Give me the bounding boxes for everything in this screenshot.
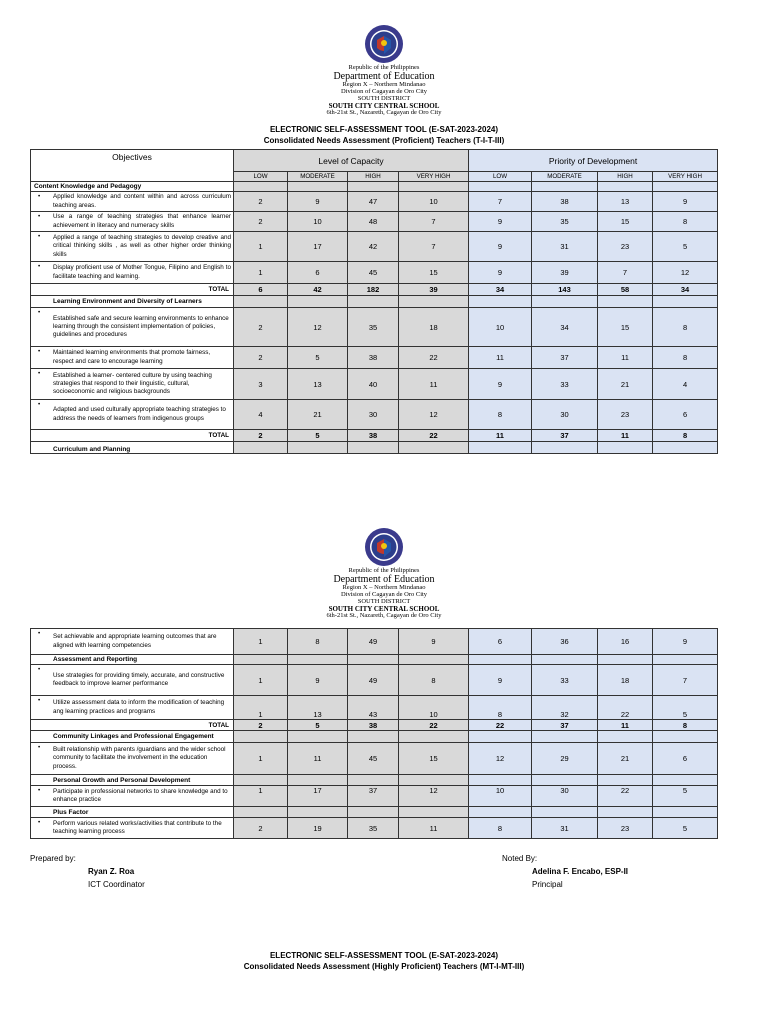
department-text: Department of Education: [333, 70, 435, 82]
prepared-name: Ryan Z. Roa: [88, 866, 135, 876]
cell: 21: [598, 743, 653, 775]
objective-text: • Built relationship with parents /guardians and the wider school community to facilitate the involvement in the education process.: [31, 743, 234, 775]
division-text: Division of Cagayan de Oro City: [340, 591, 428, 599]
cell: 9: [469, 369, 532, 400]
title-line: ELECTRONIC SELF-ASSESSMENT TOOL (E-SAT-2023-2024): [269, 125, 499, 134]
objective-text: • Established safe and secure learning environments to enhance learning through the consistent implementation of policies, guidelines and procedures: [31, 308, 234, 347]
cell: 5: [653, 696, 718, 720]
objective-text: • Utilize assessment data to inform the modification of teaching ang learning practices and programs: [31, 696, 234, 720]
objectives-header: Objectives: [31, 150, 234, 182]
cell: 13: [288, 696, 348, 720]
priority-high: HIGH: [598, 172, 653, 182]
cell: 6: [653, 400, 718, 430]
school-address: 6th-21st St., Nazareth, Cagayan de Oro City: [326, 109, 442, 117]
section-heading: Assessment and Reporting: [31, 655, 234, 665]
noted-role: Principal: [532, 879, 563, 889]
cell: 12: [653, 262, 718, 284]
section-heading: Curriculum and Planning: [31, 442, 234, 454]
cell: 8: [469, 818, 532, 839]
letterhead: [0, 527, 768, 620]
total-cell: 182: [348, 284, 399, 296]
total-row: [31, 430, 718, 442]
cell: 19: [288, 818, 348, 839]
needs-table-continued: [30, 628, 718, 839]
total-cell: 22: [399, 430, 469, 442]
objective-text: • Use strategies for providing timely, accurate, and constructive feedback to improve learner performance: [31, 665, 234, 696]
cell: 9: [469, 262, 532, 284]
cell: 15: [598, 212, 653, 232]
total-cell: 39: [399, 284, 469, 296]
needs-table-proficient: [30, 149, 718, 454]
deped-seal-icon: [364, 24, 404, 64]
total-row: [31, 284, 718, 296]
cell: 17: [288, 232, 348, 262]
total-cell: 6: [234, 284, 288, 296]
total-cell: 2: [234, 430, 288, 442]
cell: 31: [532, 232, 598, 262]
total-cell: 2: [234, 720, 288, 731]
cell: 7: [598, 262, 653, 284]
cell: 36: [532, 629, 598, 655]
cell: 21: [288, 400, 348, 430]
objective-text: • Use a range of teaching strategies that enhance learner achievement in literacy and numeracy skills: [31, 212, 234, 232]
total-cell: 143: [532, 284, 598, 296]
cell: 13: [598, 192, 653, 212]
cell: 23: [598, 400, 653, 430]
total-cell: 34: [469, 284, 532, 296]
cell: 23: [598, 818, 653, 839]
cell: 45: [348, 262, 399, 284]
cell: 8: [399, 665, 469, 696]
cell: 8: [653, 308, 718, 347]
table-row: [31, 308, 718, 347]
total-cell: 22: [399, 720, 469, 731]
total-cell: 58: [598, 284, 653, 296]
noted-label: Noted By:: [502, 854, 538, 863]
priority-header: Priority of Development: [469, 150, 718, 172]
cell: 1: [234, 665, 288, 696]
level-low: LOW: [234, 172, 288, 182]
total-row: [31, 720, 718, 731]
priority-very-high: VERY HIGH: [653, 172, 718, 182]
cell: 42: [348, 232, 399, 262]
cell: 3: [234, 369, 288, 400]
table-row: [31, 786, 718, 807]
cell: 31: [532, 818, 598, 839]
cell: 15: [399, 743, 469, 775]
table-row: [31, 696, 718, 720]
cell: 4: [653, 369, 718, 400]
table-row: [31, 665, 718, 696]
total-cell: 8: [653, 720, 718, 731]
objective-text: • Participate in professional networks to share knowledge and to enhance practice: [31, 786, 234, 807]
section-heading: Content Knowledge and Pedagogy: [31, 182, 234, 192]
cell: 34: [532, 308, 598, 347]
cell: 2: [234, 347, 288, 369]
objective-text: • Adapted and used culturally appropriate teaching strategies to address the needs of learners from indigenous groups: [31, 400, 234, 430]
cell: 2: [234, 308, 288, 347]
cell: 11: [399, 369, 469, 400]
total-cell: 38: [348, 720, 399, 731]
report-title: [0, 125, 768, 147]
cell: 5: [288, 347, 348, 369]
total-cell: 5: [288, 720, 348, 731]
cell: 47: [348, 192, 399, 212]
objective-text: • Set achievable and appropriate learning outcomes that are aligned with learning competencies: [31, 629, 234, 655]
cell: 35: [532, 212, 598, 232]
cell: 45: [348, 743, 399, 775]
cell: 11: [288, 743, 348, 775]
table-row: [31, 743, 718, 775]
cell: 7: [653, 665, 718, 696]
cell: 30: [348, 400, 399, 430]
cell: 39: [532, 262, 598, 284]
total-cell: 34: [653, 284, 718, 296]
table-row: [31, 369, 718, 400]
table-row: [31, 347, 718, 369]
cell: 9: [469, 232, 532, 262]
cell: 2: [234, 212, 288, 232]
total-cell: 11: [469, 430, 532, 442]
cell: 22: [598, 696, 653, 720]
cell: 33: [532, 369, 598, 400]
cell: 11: [598, 347, 653, 369]
section-heading: Learning Environment and Diversity of Learners: [31, 296, 234, 308]
cell: 9: [653, 192, 718, 212]
deped-seal-icon: [364, 527, 404, 567]
cell: 12: [399, 400, 469, 430]
cell: 9: [469, 665, 532, 696]
total-cell: 42: [288, 284, 348, 296]
cell: 9: [653, 629, 718, 655]
cell: 29: [532, 743, 598, 775]
cell: 23: [598, 232, 653, 262]
cell: 49: [348, 629, 399, 655]
cell: 12: [399, 786, 469, 807]
department-text: Department of Education: [333, 573, 435, 585]
district-text: SOUTH DISTRICT: [357, 597, 411, 605]
cell: 1: [234, 696, 288, 720]
school-name: SOUTH CITY CENTRAL SCHOOL: [328, 101, 440, 110]
cell: 10: [469, 308, 532, 347]
cell: 22: [399, 347, 469, 369]
cell: 12: [288, 308, 348, 347]
district-text: SOUTH DISTRICT: [357, 94, 411, 102]
cell: 8: [469, 696, 532, 720]
cell: 17: [288, 786, 348, 807]
cell: 6: [469, 629, 532, 655]
objective-text: • Applied knowledge and content within and across curriculum teaching areas.: [31, 192, 234, 212]
subtitle-line: Consolidated Needs Assessment (Highly Proficient) Teachers (MT-I-MT-III): [243, 961, 525, 971]
cell: 2: [234, 818, 288, 839]
region-text: Region X – Northern Mindanao: [342, 584, 426, 592]
school-address: 6th-21st St., Nazareth, Cagayan de Oro City: [326, 612, 442, 620]
cell: 11: [399, 818, 469, 839]
cell: 43: [348, 696, 399, 720]
cell: 37: [348, 786, 399, 807]
title-line: ELECTRONIC SELF-ASSESSMENT TOOL (E-SAT-2023-2024): [269, 951, 499, 960]
republic-text: Republic of the Philippines: [348, 64, 420, 71]
cell: 7: [399, 212, 469, 232]
cell: 8: [653, 347, 718, 369]
cell: 5: [653, 786, 718, 807]
prepared-label: Prepared by:: [30, 854, 76, 863]
total-cell: 8: [653, 430, 718, 442]
cell: 9: [288, 665, 348, 696]
objective-text: • Established a learner- centered culture by using teaching strategies that respond to their linguistic, cultural, socioeconomic and religious backgrounds: [31, 369, 234, 400]
total-cell: 37: [532, 720, 598, 731]
cell: 8: [653, 212, 718, 232]
noted-by-block: [502, 853, 628, 891]
table-row: [31, 212, 718, 232]
objective-text: • Maintained learning environments that promote fairness, respect and care to encourage learning: [31, 347, 234, 369]
cell: 4: [234, 400, 288, 430]
section-heading: Community Linkages and Professional Engagement: [31, 731, 234, 743]
cell: 16: [598, 629, 653, 655]
cell: 1: [234, 629, 288, 655]
cell: 37: [532, 347, 598, 369]
cell: 21: [598, 369, 653, 400]
cell: 35: [348, 308, 399, 347]
objective-text: • Applied a range of teaching strategies to develop creative and critical thinking skills , as well as other higher order thinking skills: [31, 232, 234, 262]
prepared-role: ICT Coordinator: [88, 879, 145, 889]
cell: 15: [399, 262, 469, 284]
cell: 1: [234, 232, 288, 262]
cell: 48: [348, 212, 399, 232]
table-row: [31, 629, 718, 655]
cell: 30: [532, 400, 598, 430]
table-row: [31, 400, 718, 430]
school-name: SOUTH CITY CENTRAL SCHOOL: [328, 604, 440, 613]
cell: 30: [532, 786, 598, 807]
objective-text: • Display proficient use of Mother Tongue, Filipino and English to facilitate teaching and learning.: [31, 262, 234, 284]
cell: 13: [288, 369, 348, 400]
cell: 40: [348, 369, 399, 400]
cell: 12: [469, 743, 532, 775]
cell: 6: [653, 743, 718, 775]
cell: 11: [469, 347, 532, 369]
cell: 7: [399, 232, 469, 262]
cell: 18: [598, 665, 653, 696]
total-label: TOTAL: [31, 430, 234, 442]
cell: 7: [469, 192, 532, 212]
cell: 8: [469, 400, 532, 430]
cell: 10: [288, 212, 348, 232]
division-text: Division of Cagayan de Oro City: [340, 88, 428, 96]
cell: 49: [348, 665, 399, 696]
cell: 1: [234, 262, 288, 284]
table-row: [31, 262, 718, 284]
cell: 18: [399, 308, 469, 347]
cell: 9: [288, 192, 348, 212]
cell: 1: [234, 786, 288, 807]
letterhead: [0, 24, 768, 117]
table-row: [31, 232, 718, 262]
priority-low: LOW: [469, 172, 532, 182]
total-cell: 38: [348, 430, 399, 442]
level-moderate: MODERATE: [288, 172, 348, 182]
total-cell: 22: [469, 720, 532, 731]
cell: 9: [469, 212, 532, 232]
republic-text: Republic of the Philippines: [348, 567, 420, 574]
region-text: Region X – Northern Mindanao: [342, 81, 426, 89]
total-cell: 11: [598, 430, 653, 442]
total-label: TOTAL: [31, 720, 234, 731]
level-high: HIGH: [348, 172, 399, 182]
level-very-high: VERY HIGH: [399, 172, 469, 182]
table-row: [31, 818, 718, 839]
section-heading: Plus Factor: [31, 807, 234, 818]
report-title: [0, 951, 768, 973]
cell: 15: [598, 308, 653, 347]
cell: 6: [288, 262, 348, 284]
objective-text: • Perform various related works/activities that contribute to the teaching learning process: [31, 818, 234, 839]
prepared-by-block: [30, 853, 145, 891]
cell: 2: [234, 192, 288, 212]
cell: 10: [469, 786, 532, 807]
noted-name: Adelina F. Encabo, ESP-II: [532, 866, 629, 876]
total-cell: 5: [288, 430, 348, 442]
total-cell: 37: [532, 430, 598, 442]
cell: 9: [399, 629, 469, 655]
cell: 5: [653, 232, 718, 262]
cell: 10: [399, 696, 469, 720]
cell: 35: [348, 818, 399, 839]
table-row: [31, 192, 718, 212]
cell: 5: [653, 818, 718, 839]
total-cell: 11: [598, 720, 653, 731]
total-label: TOTAL: [31, 284, 234, 296]
cell: 32: [532, 696, 598, 720]
cell: 22: [598, 786, 653, 807]
cell: 38: [348, 347, 399, 369]
cell: 38: [532, 192, 598, 212]
cell: 1: [234, 743, 288, 775]
cell: 33: [532, 665, 598, 696]
priority-moderate: MODERATE: [532, 172, 598, 182]
capacity-header: Level of Capacity: [234, 150, 469, 172]
section-heading: Personal Growth and Personal Development: [31, 775, 234, 786]
cell: 10: [399, 192, 469, 212]
cell: 8: [288, 629, 348, 655]
subtitle-line: Consolidated Needs Assessment (Proficient) Teachers (T-I-T-III): [263, 135, 505, 145]
